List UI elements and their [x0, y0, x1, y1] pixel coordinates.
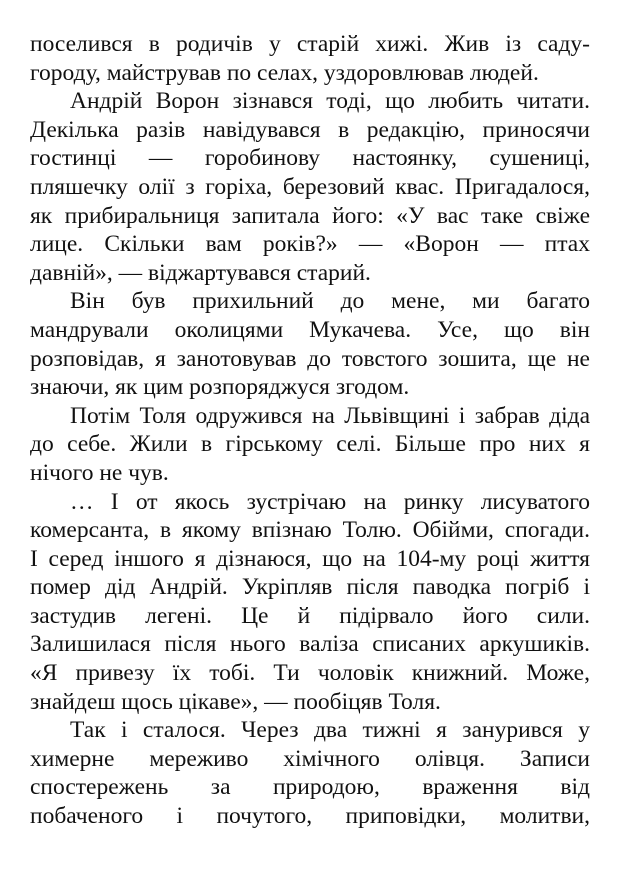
text-line: городу, майстрував по селах, уздоровлював людей.	[30, 59, 539, 86]
text-line: спостережень за природою, враження від	[30, 774, 590, 801]
text-line: давній», — віджартувався старий.	[30, 259, 371, 286]
text-line: побаченого і почутого, приповідки, молитви,	[30, 803, 590, 830]
paragraph-4	[30, 402, 590, 488]
text-line: Залишилася після нього валіза списаних аркушиків.	[30, 631, 590, 658]
text-line: І серед іншого я дізнаюся, що на 104-му році життя	[30, 545, 590, 572]
text-line: комерсанта, в якому впізнаю Толю. Обійми, спогади.	[30, 517, 590, 544]
paragraph-2	[30, 87, 590, 287]
text-line: знаючи, як цим розпоряджуся згодом.	[30, 374, 410, 401]
page-body	[30, 30, 590, 831]
paragraph-1	[30, 30, 590, 87]
text-line: Потім Толя одружився на Львівщині і забрав діда	[70, 402, 590, 429]
text-line: Він був прихильний до мене, ми багато	[70, 288, 590, 315]
text-line: гостинці — горобинову настоянку, сушениці,	[30, 145, 590, 172]
text-line: пляшечку олії з горіха, березовий квас. Пригадалося,	[30, 173, 590, 200]
text-line: розповідав, я занотовував до товстого зошита, ще не	[30, 345, 590, 372]
text-line: мандрували околицями Мукачева. Усе, що він	[30, 316, 590, 343]
text-line: «Я привезу їх тобі. Ти чоловік книжний. Може,	[30, 660, 590, 687]
text-line: знайдеш щось цікаве», — пообіцяв Толя.	[30, 688, 441, 715]
paragraph-3	[30, 287, 590, 401]
text-line: помер дід Андрій. Укріпляв після паводка погріб і	[30, 574, 590, 601]
text-line: застудив легені. Це й підірвало його сили.	[30, 602, 590, 629]
text-line: як прибиральниця запитала його: «У вас таке свіже	[30, 202, 590, 229]
text-line: лице. Скільки вам років?» — «Ворон — птах	[30, 231, 590, 258]
text-line: до себе. Жили в гірському селі. Більше про них я	[30, 431, 590, 458]
text-line: поселився в родичів у старій хижі. Жив із саду-	[30, 31, 590, 57]
text-line: Так і сталося. Через два тижні я занурився у	[70, 717, 590, 744]
text-line: химерне мереживо хімічного олівця. Записи	[30, 745, 590, 772]
text-line: … І от якось зустрічаю на ринку лисуватого	[70, 488, 590, 515]
text-line: Андрій Ворон зізнався тоді, що любить читати.	[70, 88, 590, 115]
text-line: нічого не чув.	[30, 459, 169, 486]
paragraph-6	[30, 716, 590, 830]
text-line: Декілька разів навідувався в редакцію, приносячи	[30, 116, 590, 143]
paragraph-5	[30, 488, 590, 717]
